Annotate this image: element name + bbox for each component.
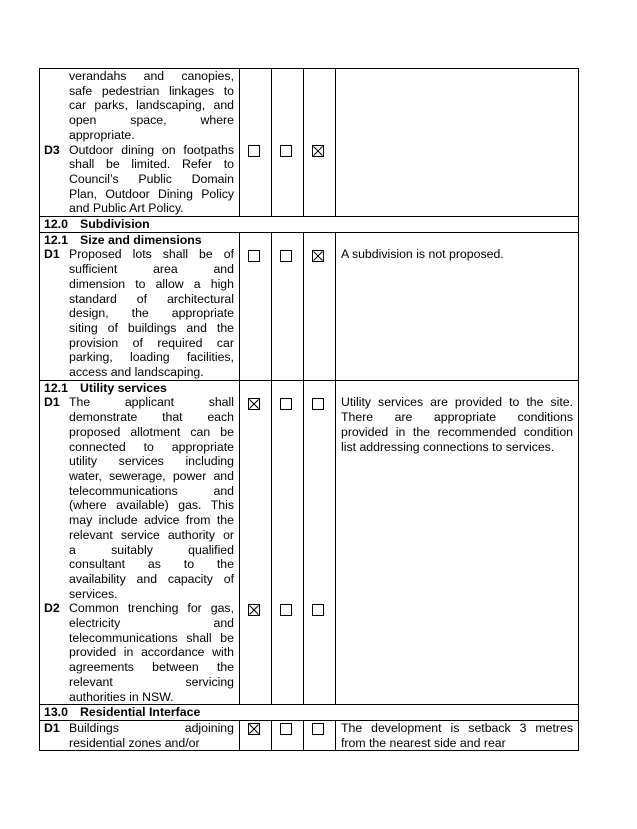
checkbox-icon[interactable] [280, 145, 292, 157]
requirement-text [69, 247, 234, 379]
checkbox-icon[interactable] [248, 604, 260, 616]
section-heading [40, 217, 579, 233]
text-line: provision of required car [69, 335, 234, 350]
subsection-number: 12.1 [44, 380, 68, 395]
requirement-cell [40, 720, 240, 750]
requirement-text [69, 69, 234, 143]
requirement-text [69, 395, 234, 601]
requirement-d1 [44, 247, 234, 379]
text-line: from the nearest side and rear [341, 735, 506, 750]
text-line: (where available) gas. This [69, 498, 234, 513]
text-line: a suitably qualified [69, 542, 234, 557]
table-row-size [40, 232, 579, 380]
text-line: provided in accordance with [69, 645, 234, 660]
text-line: Council’s Public Domain [69, 171, 234, 186]
text-line: safe pedestrian linkages to [69, 83, 234, 98]
checkbox-icon[interactable] [280, 250, 292, 262]
checkbox-icon[interactable] [280, 398, 292, 410]
section-title: Residential Interface [80, 705, 201, 720]
cross-mark-icon [313, 146, 323, 156]
table-row-utility [40, 380, 579, 704]
comment-cell [336, 232, 579, 380]
comment-cell [336, 69, 579, 217]
checkbox-icon[interactable] [248, 723, 260, 735]
section-number: 13.0 [44, 705, 68, 720]
text-line: Buildings adjoining [69, 720, 234, 735]
text-line: utility services including [69, 454, 234, 469]
text-line: car parks, landscaping, and [69, 98, 234, 113]
text-line: electricity and [69, 616, 234, 631]
requirement-d1 [44, 721, 234, 750]
text-line: relevant servicing [69, 674, 234, 689]
subsection-number: 12.1 [44, 232, 68, 247]
requirement-cell [40, 380, 240, 704]
comment-text [341, 721, 573, 750]
checkbox-icon[interactable] [312, 145, 324, 157]
section-heading [40, 705, 579, 721]
requirement-code: D3 [44, 142, 60, 157]
text-line: consultant as to the [69, 557, 234, 572]
cross-mark-icon [249, 724, 259, 734]
compliance-table [39, 68, 579, 751]
text-line: telecommunications shall be [69, 630, 234, 645]
text-line: may include advice from the [69, 513, 234, 528]
requirement-code: D1 [44, 720, 60, 735]
text-line: sufficient area and [69, 262, 234, 277]
text-line: proposed allotment can be [69, 424, 234, 439]
requirement-text [69, 601, 234, 704]
requirement-text [69, 721, 234, 750]
text-line: list addressing connections to services. [341, 439, 555, 454]
text-line: and Public Art Policy. [69, 201, 184, 216]
comment-text: A subdivision is not proposed. [341, 247, 504, 262]
checkbox-icon[interactable] [248, 250, 260, 262]
text-line: Utility services are provided to the site. [341, 395, 573, 410]
checkbox-icon[interactable] [312, 723, 324, 735]
requirement-text [69, 143, 234, 217]
cross-mark-icon [249, 605, 259, 615]
check-cell-no [272, 380, 304, 704]
text-line: appropriate. [69, 127, 135, 142]
text-line: residential zones and/or [69, 735, 200, 750]
text-line: water, sewerage, power and [69, 468, 234, 483]
check-cell-no [272, 720, 304, 750]
checkbox-icon[interactable] [312, 398, 324, 410]
text-line: The development is setback 3 metres [341, 720, 573, 735]
requirement-code: D2 [44, 601, 60, 616]
text-line: access and landscaping. [69, 365, 204, 380]
checkbox-icon[interactable] [248, 145, 260, 157]
table-row-section-heading [40, 705, 579, 721]
text-line: shall be limited. Refer to [69, 157, 234, 172]
text-line: There are appropriate conditions [341, 410, 573, 425]
text-line: relevant service authority or [69, 527, 234, 542]
requirement-d1 [44, 395, 234, 601]
subsection-title: Size and dimensions [80, 232, 202, 247]
text-line: open space, where [69, 113, 234, 128]
check-cell-no [272, 232, 304, 380]
subsection-title: Utility services [80, 380, 167, 395]
requirement-code: D1 [44, 247, 60, 262]
section-title: Subdivision [80, 217, 150, 232]
check-cell-yes [240, 69, 272, 217]
check-cell-yes [240, 720, 272, 750]
text-line: telecommunications and [69, 483, 234, 498]
requirement-code: D1 [44, 395, 60, 410]
checkbox-icon[interactable] [312, 604, 324, 616]
text-line: verandahs and canopies, [69, 69, 234, 83]
check-cell-na [304, 69, 336, 217]
text-line: Proposed lots shall be of [69, 247, 234, 262]
text-line: provided in the recommended condition [341, 424, 573, 439]
text-line: services. [69, 586, 118, 601]
check-cell-na [304, 232, 336, 380]
cross-mark-icon [313, 251, 323, 261]
text-line: standard of architectural [69, 291, 234, 306]
checkbox-icon[interactable] [280, 723, 292, 735]
check-cell-no [272, 69, 304, 217]
comment-text [341, 395, 573, 454]
text-line: connected to appropriate [69, 439, 234, 454]
check-cell-yes [240, 232, 272, 380]
text-line: The applicant shall [69, 395, 234, 410]
cross-mark-icon [249, 399, 259, 409]
checkbox-icon[interactable] [248, 398, 260, 410]
text-line: Plan, Outdoor Dining Policy [69, 186, 234, 201]
requirement-d2 [44, 601, 234, 704]
text-line: agreements between the [69, 660, 234, 675]
requirement-continuation [44, 69, 234, 143]
check-cell-na [304, 720, 336, 750]
checkbox-icon[interactable] [312, 250, 324, 262]
check-cell-na [304, 380, 336, 704]
text-line: design, the appropriate [69, 306, 234, 321]
text-line: demonstrate that each [69, 410, 234, 425]
table-row-continuation [40, 69, 579, 217]
compliance-table-page [39, 68, 578, 751]
text-line: Outdoor dining on footpaths [69, 142, 234, 157]
text-line: authorities in NSW. [69, 689, 174, 704]
text-line: Common trenching for gas, [69, 601, 234, 616]
text-line: parking, loading facilities, [69, 350, 234, 365]
text-line: dimension to allow a high [69, 276, 234, 291]
text-line: availability and capacity of [69, 571, 234, 586]
comment-cell [336, 380, 579, 704]
table-row-section-heading [40, 217, 579, 233]
checkbox-icon[interactable] [280, 604, 292, 616]
comment-cell [336, 720, 579, 750]
check-cell-yes [240, 380, 272, 704]
requirement-cell [40, 232, 240, 380]
requirement-cell [40, 69, 240, 217]
table-row-residential [40, 720, 579, 750]
section-number: 12.0 [44, 217, 68, 232]
text-line: siting of buildings and the [69, 320, 234, 335]
requirement-d3 [44, 143, 234, 217]
